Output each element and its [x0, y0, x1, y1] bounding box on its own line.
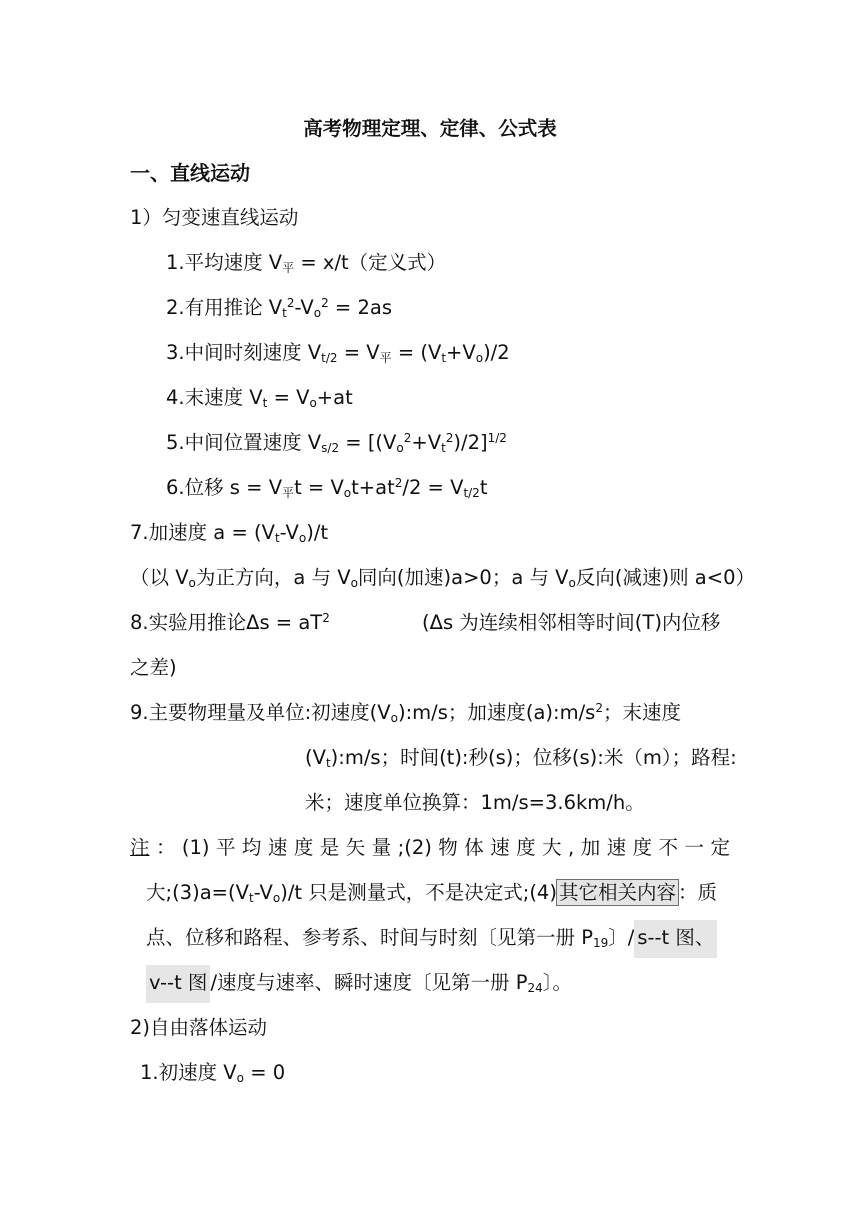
note-label: 注	[130, 836, 150, 859]
page-title: 高考物理定理、定律、公式表	[303, 117, 557, 140]
note-token: 物	[438, 836, 458, 859]
note-token: 度	[293, 836, 314, 859]
formula-experimental-corollary: 8.实验用推论$\Delta s = aT^2$	[130, 611, 330, 634]
note-token: (1)	[181, 836, 210, 859]
note-line-4: v--t 图 /速度与速率、瞬时速度〔见第一册 $P_{24}$〕。	[146, 973, 572, 993]
section-heading-linear-motion: 一、直线运动	[130, 161, 250, 185]
formula-acceleration: 7.加速度 $a = (V_t-V_o)/t$	[130, 521, 329, 545]
note-token: 体	[464, 836, 484, 859]
formula-experimental-corollary-cont: 之差)	[130, 656, 177, 679]
note-token: 均	[241, 836, 262, 859]
formula-acceleration-note: （以 $V_o$为正方向，a 与 $V_o$同向(加速)a>0；a 与 $V_o$反向(减速)则 a<0）	[130, 566, 755, 590]
note-token: 度	[632, 836, 653, 859]
formula-displacement: 6.位移 s = V平$t = V_ot+at^2/2 = V_{t/2}t$	[166, 476, 488, 500]
note-token: 度	[516, 836, 536, 859]
units-line-2: $(V_t):m/s$；时间(t):秒(s)；位移(s):米（m）；路程:	[305, 746, 737, 770]
formula-average-velocity: 1.平均速度 V平 = x/t（定义式）	[166, 251, 447, 275]
formula-final-velocity: 4.末速度 $V_t = V_o+at$	[166, 386, 353, 410]
note-token: 是	[319, 836, 340, 859]
note-token: 大	[542, 836, 562, 859]
st-graph-highlight: s--t 图、	[634, 920, 717, 958]
note-token: 一	[684, 836, 705, 859]
vt-graph-highlight: v--t 图	[146, 965, 210, 1003]
note-token: 量	[371, 836, 392, 859]
note-token: 平	[215, 836, 236, 859]
subsection-free-fall: 2)自由落体运动	[130, 1016, 268, 1039]
subsection-uniform-acceleration: 1）匀变速直线运动	[130, 206, 299, 229]
formula-midposition-velocity: 5.中间位置速度 $V_{s/2} = [(V_o^2+V_t^2)/2]^{1/2}$	[166, 431, 507, 455]
note-token: 定	[710, 836, 730, 859]
formula-experimental-corollary-desc: (Δs 为连续相邻相等时间(T)内位移	[422, 611, 721, 634]
note-token: ,	[568, 836, 575, 859]
note-token: 矢	[345, 836, 366, 859]
formula-midtime-velocity: 3.中间时刻速度 $V_{t/2} = V$平 = $(V_t+V_o)/2$	[166, 341, 510, 365]
units-line-1: 9.主要物理量及单位:初速度$(V_o):m/s$；加速度$(a):m/s^2$；末速度	[130, 701, 681, 725]
note-token: 速	[267, 836, 288, 859]
note-line-3: 点、位移和路程、参考系、时间与时刻〔见第一册 $P_{19}$〕/ s--t 图、	[146, 928, 717, 948]
note-token: 速	[490, 836, 510, 859]
note-token: 加	[580, 836, 601, 859]
note-line-1	[130, 838, 730, 858]
formula-free-fall-initial-velocity: 1.初速度 $V_o = 0$	[140, 1061, 286, 1085]
units-line-3: 米；速度单位换算：1m/s=3.6km/h。	[305, 791, 645, 814]
note-token: ;(2)	[397, 836, 432, 859]
related-content-highlight: 其它相关内容	[558, 881, 676, 904]
note-token: 速	[606, 836, 627, 859]
note-token: ：	[155, 836, 176, 859]
formula-useful-corollary: 2.有用推论 $V_t^2-V_o^2 = 2as$	[166, 296, 392, 320]
note-line-2: 大$;(3)a=(V_t-V_o)/t$ 只是测量式，不是决定式;(4) 其它相关内容 ：质	[146, 881, 717, 905]
note-token: 不	[658, 836, 679, 859]
